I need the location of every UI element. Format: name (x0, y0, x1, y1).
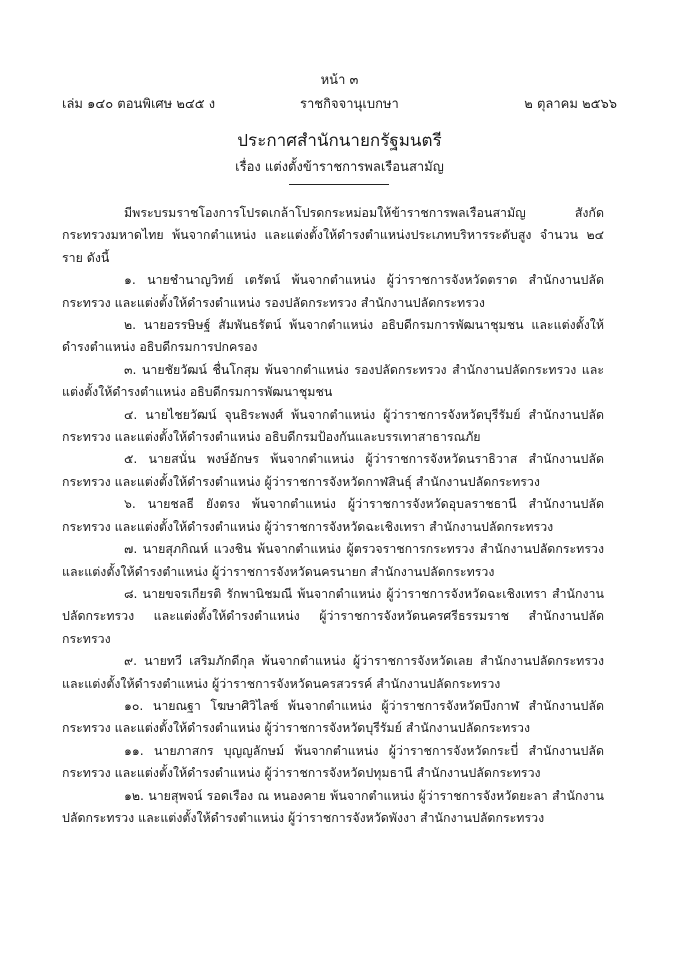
announcement-subject: เรื่อง แต่งตั้งข้าราชการพลเรือนสามัญ (235, 160, 444, 175)
appointment-item: ๘. นายขจรเกียรติ รักพานิชมณี พ้นจากตำแหน่ง ผู้ว่าราชการจังหวัดฉะเชิงเทรา สำนักงานปลัดกระทรวง และแต่งตั้งให้ดำรงตำแหน่ง ผู้ว่าราชการจังหวัดนครศรีธรรมราช สำนักงานปลัดกระทรวง (62, 585, 604, 646)
appointment-item: ๕. นายสนั่น พงษ์อักษร พ้นจากตำแหน่ง ผู้ว่าราชการจังหวัดนราธิวาส สำนักงานปลัดกระทรวง และแต่งตั้งให้ดำรงตำแหน่ง ผู้ว่าราชการจังหวัดกาฬสินธุ์ สำนักงานปลัดกระทรวง (62, 451, 604, 489)
page-number: หน้า ๓ (320, 73, 359, 88)
appointment-item: ๑. นายชำนาญวิทย์ เตรัตน์ พ้นจากตำแหน่ง ผู้ว่าราชการจังหวัดตราด สำนักงานปลัดกระทรวง และแต่งตั้งให้ดำรงตำแหน่ง รองปลัดกระทรวง สำนักงานปลัดกระทรวง (62, 272, 604, 310)
volume-issue: เล่ม ๑๔๐ ตอนพิเศษ ๒๔๕ ง (62, 97, 216, 112)
appointment-item: ๒. นายอรรษิษฐ์ สัมพันธรัตน์ พ้นจากตำแหน่ง อธิบดีกรมการพัฒนาชุมชน และแต่งตั้งให้ดำรงตำแหน่ง อธิบดีกรมการปกครอง (62, 317, 604, 355)
appointment-item: ๑๑. นายภาสกร บุญญลักษม์ พ้นจากตำแหน่ง ผู้ว่าราชการจังหวัดกระบี่ สำนักงานปลัดกระทรวง และแต่งตั้งให้ดำรงตำแหน่ง ผู้ว่าราชการจังหวัดปทุมธานี สำนักงานปลัดกระทรวง (62, 742, 604, 781)
appointment-item: ๗. นายสุภกิณห์ แวงชิน พ้นจากตำแหน่ง ผู้ตรวจราชการกระทรวง สำนักงานปลัดกระทรวง และแต่งตั้งให้ดำรงตำแหน่ง ผู้ว่าราชการจังหวัดนครนายก สำนักงานปลัดกระทรวง (62, 541, 604, 579)
appointment-item: ๔. นายไชยวัฒน์ จุนธิระพงศ์ พ้นจากตำแหน่ง ผู้ว่าราชการจังหวัดบุรีรัมย์ สำนักงานปลัดกระทรวง และแต่งตั้งให้ดำรงตำแหน่ง อธิบดีกรมป้องกันและบรรเทาสาธารณภัย (62, 406, 604, 445)
appointment-item: ๓. นายชัยวัฒน์ ชื่นโกสุม พ้นจากตำแหน่ง รองปลัดกระทรวง สำนักงานปลัดกระทรวง และแต่งตั้งให้ดำรงตำแหน่ง อธิบดีกรมการพัฒนาชุมชน (62, 361, 604, 400)
appointment-item: ๙. นายทวี เสริมภักดีกุล พ้นจากตำแหน่ง ผู้ว่าราชการจังหวัดเลย สำนักงานปลัดกระทรวง และแต่งตั้งให้ดำรงตำแหน่ง ผู้ว่าราชการจังหวัดนครสวรรค์ สำนักงานปลัดกระทรวง (62, 653, 604, 691)
announcement-title: ประกาศสำนักนายกรัฐมนตรี (237, 131, 442, 151)
appointment-item: ๑๒. นายสุพจน์ รอดเรือง ณ หนองคาย พ้นจากตำแหน่ง ผู้ว่าราชการจังหวัดยะลา สำนักงานปลัดกระทรวง และแต่งตั้งให้ดำรงตำแหน่ง ผู้ว่าราชการจังหวัดพังงา สำนักงานปลัดกระทรวง (62, 787, 604, 825)
appointment-item: ๖. นายชลธี ยังตรง พ้นจากตำแหน่ง ผู้ว่าราชการจังหวัดอุบลราชธานี สำนักงานปลัดกระทรวง และแต่งตั้งให้ดำรงตำแหน่ง ผู้ว่าราชการจังหวัดฉะเชิงเทรา สำนักงานปลัดกระทรวง (62, 496, 604, 534)
title-divider (289, 184, 389, 185)
intro-paragraph: มีพระบรมราชโองการโปรดเกล้าโปรดกระหม่อมให้ข้าราชการพลเรือนสามัญ สังกัดกระทรวงมหาดไทย พ้นจากตำแหน่ง และแต่งตั้งให้ดำรงตำแหน่งประเภทบริหารระดับสูง จำนวน ๒๔ ราย ดังนี้ (62, 205, 604, 265)
publication-date: ๒ ตุลาคม ๒๕๖๖ (524, 97, 617, 112)
announcement-body (62, 202, 604, 829)
appointment-item: ๑๐. นายณฐา โฆษาศิวิไลซ์ พ้นจากตำแหน่ง ผู้ว่าราชการจังหวัดบึงกาฬ สำนักงานปลัดกระทรวง และแต่งตั้งให้ดำรงตำแหน่ง ผู้ว่าราชการจังหวัดบุรีรัมย์ สำนักงานปลัดกระทรวง (62, 697, 604, 736)
publication-name: ราชกิจจานุเบกษา (300, 97, 399, 112)
